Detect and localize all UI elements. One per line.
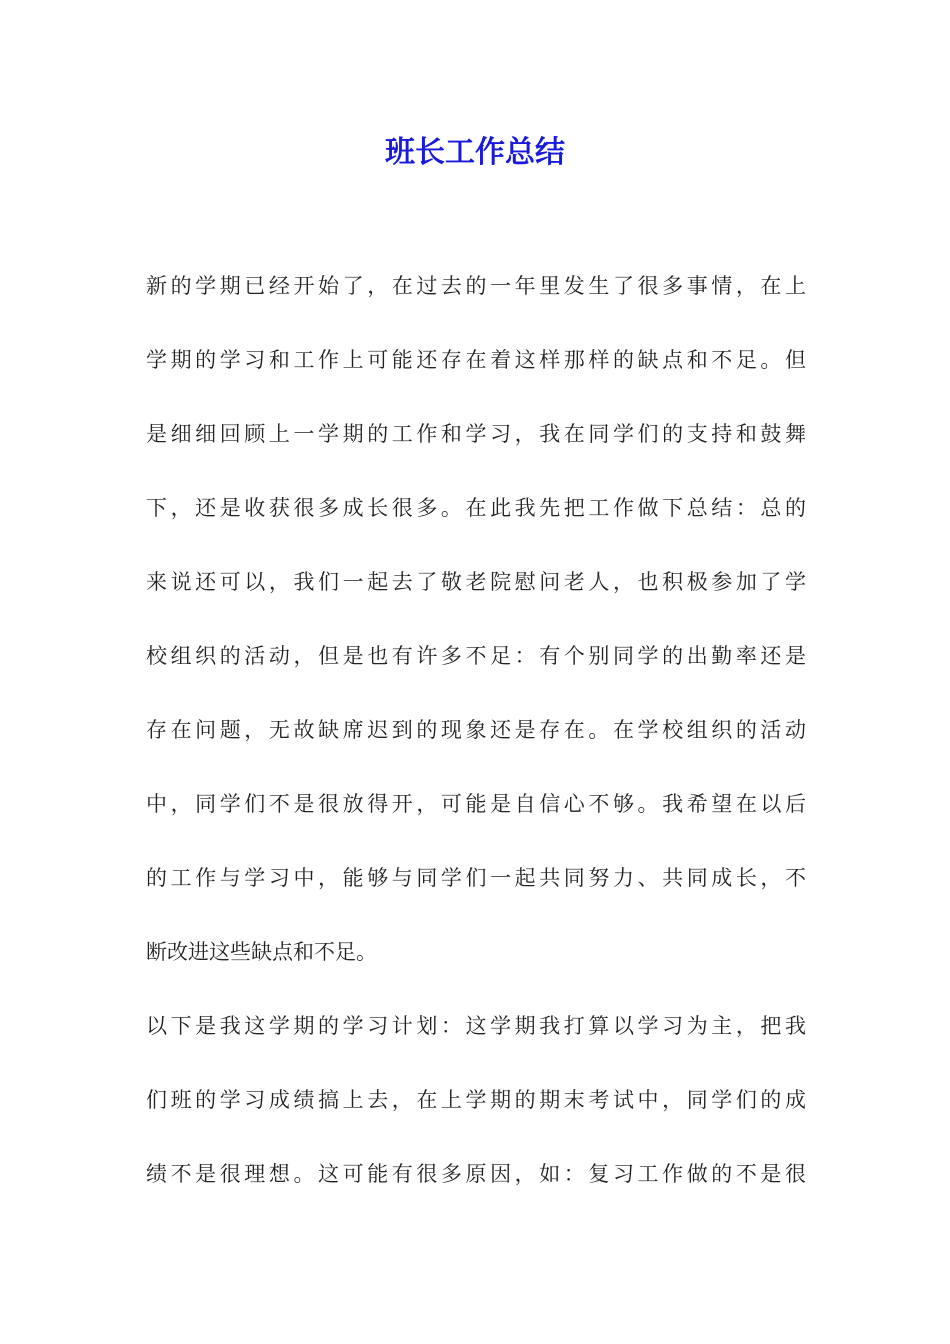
body-line: 绩不是很理想。这可能有很多原因，如：复习工作做的不是很 — [146, 1162, 806, 1186]
body-line: 校组织的活动，但是也有许多不足：有个别同学的出勤率还是 — [146, 644, 806, 668]
body-line: 来说还可以，我们一起去了敬老院慰问老人，也积极参加了学 — [146, 570, 806, 594]
body-line: 的工作与学习中，能够与同学们一起共同努力、共同成长，不 — [146, 866, 806, 890]
body-line: 以下是我这学期的学习计划：这学期我打算以学习为主，把我 — [146, 1014, 806, 1038]
body-line: 新的学期已经开始了，在过去的一年里发生了很多事情，在上 — [146, 274, 806, 298]
body-line: 学期的学习和工作上可能还存在着这样那样的缺点和不足。但 — [146, 348, 806, 372]
body-line: 断改进这些缺点和不足。 — [146, 940, 377, 964]
body-line: 们班的学习成绩搞上去，在上学期的期末考试中，同学们的成 — [146, 1088, 806, 1112]
document-title: 班长工作总结 — [385, 135, 565, 170]
body-line: 存在问题，无故缺席迟到的现象还是存在。在学校组织的活动 — [146, 718, 806, 742]
body-line: 是细细回顾上一学期的工作和学习，我在同学们的支持和鼓舞 — [146, 422, 806, 446]
body-line: 下，还是收获很多成长很多。在此我先把工作做下总结：总的 — [146, 496, 806, 520]
body-line: 中，同学们不是很放得开，可能是自信心不够。我希望在以后 — [146, 792, 806, 816]
document-body — [146, 264, 806, 1226]
